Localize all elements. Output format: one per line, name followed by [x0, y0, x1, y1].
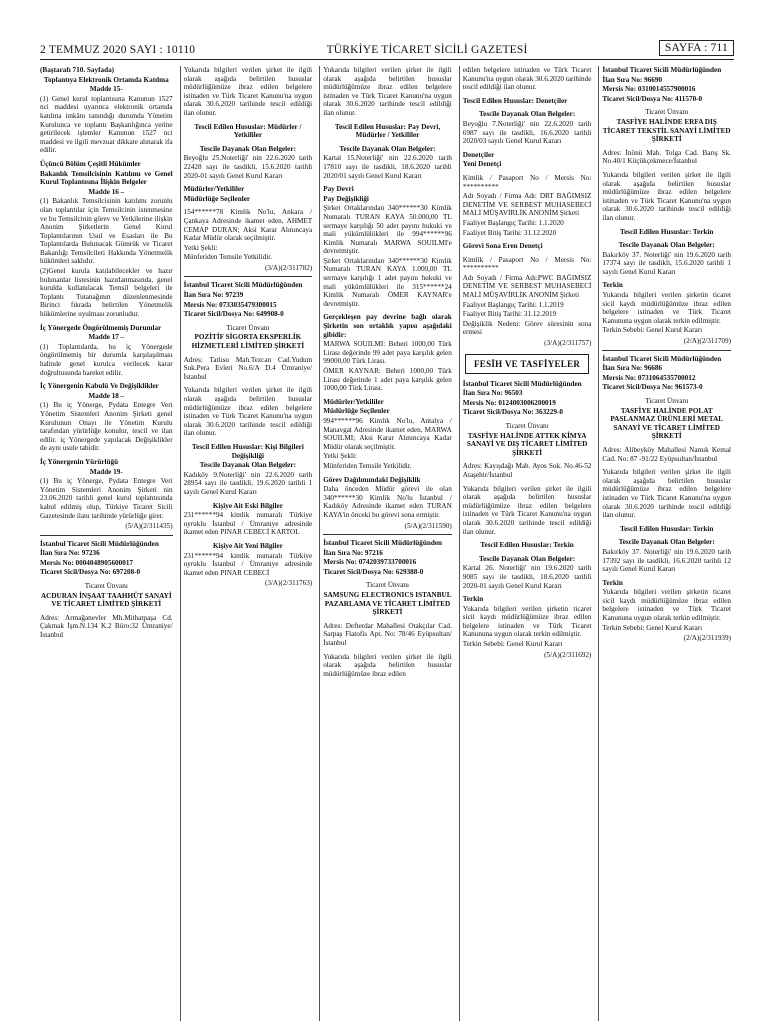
- paragraph: (1) Genel kurul toplantısına Kanunun 1527 nci maddesi uyarınca elektronik ortamda katılma imkânı tanındığı durumda Yönetim Kurulunca ve toplantı Başkanlığınca yerine getirilecek işlemler Kanunun 1527 nci maddesi ve ilgili mevzuat dikkate alınarak ifa edilir.: [40, 94, 173, 155]
- mersis-number: Mersis No: 0733035479300015: [183, 300, 277, 309]
- registered-matters: Tescil Edilen Hususlar: Terkin: [480, 541, 574, 550]
- column-1: [40, 66, 176, 1021]
- paragraph: Yukarıda bilgileri verilen şirketin ticaret sicil kaydı müdürlüğümüze ibraz edilen belgelere istinaden ve Türk Ticaret Kanununa uygun olarak terkin edilmiştir.: [462, 604, 592, 639]
- mersis-number: Mersis No: 0742039733700016: [323, 558, 417, 567]
- registered-matters: Tescil Edilen Hususlar: Kişi Bilgileri Değişikliği: [191, 442, 304, 460]
- paragraph: MARWA SOUILMI: Beheri 1000,00 Türk Lirası değerinde 99 adet paya karşılık gelen 99000,00 Türk Lirası.: [323, 340, 452, 366]
- column-2: [180, 66, 316, 1021]
- article-heading: Madde 15-: [89, 85, 123, 94]
- mersis-number: Mersis No: 0004048905600017: [40, 558, 134, 567]
- paragraph: Faaliyet Başlangıç Tarihi: 1.1.2019: [462, 300, 564, 309]
- paragraph: 231******94 kimlik numaralı Türkiye uyruklu İstanbul / Ümraniye adresinde ikamet eden PINAR CEBECİ KARTOL: [183, 511, 313, 537]
- paragraph: Faaliyet Bitiş Tarihi: 31.12.2019: [462, 310, 557, 319]
- reference-code: (5/A)(2/311590): [404, 521, 452, 530]
- basis-documents-heading: Tescile Dayanak Olan Belgeler:: [479, 110, 576, 119]
- reference-code: (3/A)(2/311757): [544, 339, 592, 348]
- heading: Bakanlık Temsilcisinin Katılımı ve Genel Kurul Toplantısına İlişkin Belgeler: [40, 169, 173, 187]
- heading: İç Yönergenin Yürürlüğü: [40, 457, 119, 466]
- paragraph: Yukarıda bilgileri verilen şirketin ticaret sicil kaydı müdürlüğümüze ibraz edilen belgelere istinaden ve Türk Ticaret Kanununa uygun olarak terkin edilmiştir.: [602, 291, 731, 325]
- registry-file-number: Ticaret Sicil/Dosya No: 649908-0: [183, 310, 284, 319]
- paragraph: Terkin Sebebi: Genel Kurul Kararı: [602, 623, 703, 632]
- paragraph: 154******78 Kimlik No'lu, Ankara / Çankaya Adresinde ikamet eden, AHMET CEMAP DURAN; Aksi Karar Alınıncaya Kadar Müdür olarak seçilmiştir.: [183, 208, 313, 243]
- paragraph: Yetki Şekli:: [323, 452, 358, 461]
- issue-date: 2 TEMMUZ 2020 SAYI : 10110: [40, 44, 196, 56]
- registry-file-number: Ticaret Sicil/Dosya No: 363229-0: [462, 408, 563, 417]
- paragraph: Kimlik / Pasaport No / Mersis No: **********: [462, 255, 592, 273]
- mersis-number: Mersis No: 0124003006200019: [462, 398, 556, 407]
- registry-file-number: Ticaret Sicil/Dosya No: 697208-0: [40, 568, 141, 577]
- paragraph: Daha önceden Müdür görevi ile olan 340******30 Kimlik No'lu İstanbul / Kadıköy Adresinde ikamet eden TURAN KAYA'in önceki bu görevi sona ermiştir.: [323, 485, 452, 519]
- heading: Müdürlüğe Seçilenler: [183, 194, 251, 203]
- paragraph: Şirket Ortaklarından 340******30 Kimlik Numaralı TURAN KAYA 1.000,00 TL sermaye karşılığı 1 adet payını hukuki ve mali yükümlülükleri ile 315******24 Kimlik Numaralı ÖMER KAYNAR'e devretmiştir.: [323, 256, 452, 308]
- article-heading: Madde 19-: [89, 467, 123, 476]
- heading: Müdürler/Yetkililer: [323, 397, 384, 406]
- paragraph: Yukarıda bilgileri verilen şirket ile ilgili olarak aşağıda belirtilen hususlar müdürlüğümüze ibraz edilen belgelere istinaden ve Türk Ticaret Kanunu'na uygun olarak 30.6.2020 tarihinde tescil edildiği ilan olunur.: [183, 66, 313, 117]
- paragraph: Yukarıda bilgileri verilen şirket ile ilgili olarak aşağıda belirtilen hususlar müdürlüğümüze ibraz edilen belgelere istinaden ve Türk Ticaret Kanunu'na uygun olarak 30.6.2020 tarihinde tescil edildiği ilan olunur.: [183, 386, 313, 438]
- registry-office: İstanbul Ticaret Sicili Müdürlüğünden: [183, 281, 303, 290]
- paragraph: Yukarıda bilgileri verilen şirket ile ilgili olarak aşağıda belirtilen hususlar müdürlüğümüze ibraz edilen belgelere istinaden ve Türk Ticaret Kanunu'na uygun olarak 30.6.2020 tarihinde tescil edildiği ilan olunur.: [602, 468, 731, 520]
- address: Adres: Alibeyköy Mahallesi Namık Kemal Cad. No: 87 -91/22 Eyüpsultan/İstanbul: [602, 445, 731, 463]
- article-heading: Madde 16 –: [88, 187, 125, 196]
- basis-documents-heading: Tescile Dayanak Olan Belgeler:: [618, 241, 715, 250]
- basis-documents-heading: Tescile Dayanak Olan Belgeler:: [618, 538, 715, 547]
- heading: Terkin: [462, 595, 484, 604]
- notice-block: [602, 350, 731, 643]
- heading: Müdürler/Yetkililer: [183, 185, 245, 194]
- paragraph: Gerçekleşen pay devrine bağlı olarak Şirketin son ortaklık yapısı aşağıdaki gibidir:: [323, 313, 452, 339]
- heading: Toplantıya Elektronik Ortamda Katılma: [43, 75, 169, 84]
- reference-code: (3/A)(2/311782): [264, 263, 313, 272]
- paragraph: Terkin Sebebi: Genel Kurul Kararı: [602, 326, 703, 335]
- paragraph: Yukarıda bilgileri verilen şirket ile ilgili olarak aşağıda belirtilen hususlar müdürlüğümüze ibraz edilen belgelere istinaden ve Türk Ticaret Kanunu'na uygun olarak 30.6.2020 tarihinde tescil edildiği ilan olunur.: [602, 170, 731, 222]
- heading: Görev Dağılımındaki Değişiklik: [323, 475, 421, 484]
- trade-name: TASFİYE HALİNDE POLAT PASLANMAZ ÜRÜNLERİ METAL SANAYİ VE TİCARET LİMİTED ŞİRKETİ: [610, 406, 724, 441]
- reference-code: (5/A)(2/311435): [125, 522, 173, 531]
- paragraph: Bakırköy 37. Noterliği' nin 19.6.2020 tarih 17392 sayı ile tasdikli, 16.6.2020 tarihli 12 sayılı Genel Kurul Kararı: [602, 547, 731, 574]
- article-heading: Madde 18 –: [88, 391, 125, 400]
- paragraph: Kadıköy 9.Noterliği' nin 22.6.2020 tarih 28954 sayı ile tasdikli, 19.6.2020 tarihli 1 sayılı Genel Kurul Kararı: [183, 470, 313, 496]
- registry-office: İstanbul Ticaret Sicili Müdürlüğünden: [323, 539, 443, 548]
- notice-number: İlan Sıra No: 96690: [602, 75, 663, 84]
- registry-office: İstanbul Ticaret Sicili Müdürlüğünden: [602, 66, 722, 74]
- registry-office: İstanbul Ticaret Sicili Müdürlüğünden: [602, 354, 722, 363]
- paragraph: ÖMER KAYNAR: Beheri 1000,00 Türk Lirası değerinde 1 adet paya karşılık gelen 1000,00 Türk Lirası.: [323, 367, 452, 393]
- notice-block: [323, 534, 452, 678]
- address: Adres: Defterdar Mahallesi Otakçılar Cad. Sarpaş Flatofis Apt. No: 78/46 Eyüpsultan/İstanbul: [323, 621, 452, 648]
- basis-documents-heading: Tescile Dayanak Olan Belgeler:: [199, 144, 296, 153]
- paragraph: Adı Soyadı / Firma Adı:PWC BAĞIMSIZ DENETİM VE SERBEST MUHASEBECİ MALİ MÜŞAVİRLİK ANONİM Şirketi: [462, 273, 592, 300]
- trade-name: SAMSUNG ELECTRONICS ISTANBUL PAZARLAMA VE TİCARET LİMİTED ŞİRKETİ: [323, 591, 452, 617]
- heading: Denetçiler: [462, 150, 495, 159]
- paragraph: Yetki Şekli:: [183, 243, 218, 252]
- heading: İç Yönergenin Kabulü Ve Değişiklikler: [40, 382, 159, 391]
- notice-number: İlan Sıra No: 96686: [602, 364, 663, 373]
- paragraph: Terkin Sebebi: Genel Kurul Kararı: [462, 640, 563, 649]
- trade-name: ACDURAN İNŞAAT TAAHHÜT SANAYİ VE TİCARET LİMİTED ŞİRKETİ: [40, 591, 172, 609]
- heading: Görevi Sona Eren Denetçi: [462, 242, 543, 251]
- registered-matters: Tescil Edilen Hususlar: Pay Devri, Müdürler / Yetkililer: [334, 122, 441, 140]
- registry-file-number: Ticaret Sicil/Dosya No: 411570-0: [602, 94, 703, 103]
- paragraph: Kartal 15.Noterliği' nin 22.6.2020 tarih 17810 sayı ile tasdikli, 18.6.2020 tarihli 2020/01 sayılı Genel Kurul Kararı: [323, 154, 452, 180]
- paragraph: Yukarıda bilgileri verilen şirket ile ilgili olarak aşağıda belirtilen hususlar müdürlüğümüze ibraz edilen: [323, 652, 452, 678]
- heading: Yeni Denetçi: [462, 160, 502, 169]
- reference-code: (2/A)(2/311709): [683, 337, 731, 346]
- paragraph: Kimlik / Pasaport No / Mersis No: **********: [462, 173, 592, 191]
- trade-name-label: Ticaret Ünvanı: [505, 422, 549, 430]
- paragraph: (2)Genel kurula katılabilecekler ve hazır bulunanlar listesinin hazırlanmasında, genel kurulda kullanılacak Temsil belgeleri ile Toplantı Tutanağının düzenlenmesinde Birinci fıkrada belirtilen Yönetmelik hükümlerine uyulması zorunludur.: [40, 267, 173, 319]
- article-heading: Madde 17 –: [88, 333, 125, 342]
- mersis-number: Mersis No: 0310014557900016: [602, 85, 696, 94]
- paragraph: 994******96 Kimlik No'lu, Antalya / Manavgat Adresinde ikamet eden, MARWA SOUILMI; Aksi Karar Alınıncaya Kadar Müdür olarak seçilmiştir.: [323, 416, 452, 451]
- notice-number: İlan Sıra No: 97216: [323, 548, 383, 557]
- reference-code: (5/A)(2/311692): [544, 650, 592, 659]
- heading: Terkin: [602, 578, 623, 587]
- trade-name: POZİTİF SİGORTA EKSPERLİK HİZMETLERİ LİMİTED ŞİRKETİ: [191, 333, 305, 351]
- mersis-number: Mersis No: 0731064535700012: [602, 373, 696, 382]
- paragraph: Faaliyet Başlangıç Tarihi: 1.1.2020: [462, 218, 564, 227]
- paragraph: Beyoğlu 7.Noterliği' nin 22.6.2020 tarih 6987 sayı ile tasdikli, 16.6.2020 tarihli 2020/03 sayılı Genel Kurul Kararı: [462, 119, 592, 146]
- masthead: [40, 30, 734, 60]
- paragraph: Münferiden Temsile Yetkilidir.: [323, 461, 412, 470]
- continuation-note: (Baştarafı 710. Sayfada): [40, 66, 115, 74]
- paragraph: Beyoğlu 25.Noterliği' nin 22.6.2020 tarih 22428 sayı ile tasdikli, 15.6.2020 tarihli 2020-01 sayılı Genel Kurul Kararı: [183, 154, 313, 180]
- paragraph: Yukarıda bilgileri verilen şirket ile ilgili olarak aşağıda belirtilen hususlar müdürlüğümüze ibraz edilen belgelere istinaden ve Türk Ticaret Kanunu'na uygun olarak 30.6.2020 tarihinde tescil edildiği ilan olunur.: [462, 484, 592, 536]
- trade-name-label: Ticaret Ünvanı: [645, 108, 689, 117]
- notice-number: İlan Sıra No: 97236: [40, 549, 100, 558]
- notice-block: [40, 535, 173, 640]
- heading: İç Yönergede Öngörülmemiş Durumlar: [40, 323, 162, 332]
- paragraph: (1) Bu iç Yönerge, Pydata Entegre Veri Yönetim Sistemleri Anonim Şirketi genel Kurulunun Onayı ile Yönetim Kurulu tarafından yürürlüğe konulur, tescil ve ilan edilir. iç Yönergede yapılacak Değişiklikler de aynı usule tabidir.: [40, 401, 173, 453]
- trade-name-label: Ticaret Ünvanı: [365, 581, 410, 590]
- paragraph: 231******94 kimlik numaralı Türkiye uyruklu İstanbul / Ümraniye adresinde ikamet eden PINAR CEBECİ: [183, 551, 313, 577]
- registered-matters: Tescil Edilen Hususlar: Terkin: [619, 524, 714, 533]
- paragraph: Kartal 26. Noterliği' nin 19.6.2020 tarih 9085 sayı ile tasdikli, 18.6.2020 tarihli 2020-01 sayılı Genel Kurul Kararı: [462, 564, 592, 590]
- column-3: [319, 66, 455, 1021]
- paragraph: Bakırköy 37. Noterliği' nin 19.6.2020 tarih 17374 sayı ile tasdikli, 15.6.2020 tarihli 1 sayılı Genel Kurul Kararı: [602, 250, 731, 276]
- notice-block: [463, 380, 592, 660]
- paragraph: (1) Bu iç Yönerge, Pydata Entegre Veri Yönetim Sistemleri Anonim Şirketi nin 23.06.2020 tarihli genel kurul toplantısında kabul edilmiş olup, Türkiye Ticaret Sicili Gazetesinde ilanı tarihinde yürürlüğe girer.: [40, 477, 173, 520]
- registry-file-number: Ticaret Sicil/Dosya No: 629388-0: [323, 567, 424, 576]
- registered-matters: Tescil Edilen Hususlar: Terkin: [619, 227, 714, 236]
- basis-documents-heading: Tescile Dayanak Olan Belgeler:: [339, 144, 436, 153]
- basis-documents-heading: Tescile Dayanak Olan Belgeler:: [199, 461, 296, 470]
- reference-code: (3/A)(2/311763): [264, 579, 313, 588]
- trade-name: TASFİYE HALİNDE ATTEK KİMYA SANAYİ VE DIŞ TİCARET LİMİTED ŞİRKETİ: [466, 431, 588, 457]
- registry-office: İstanbul Ticaret Sicili Müdürlüğünden: [462, 379, 582, 388]
- paragraph: Değişiklik Nedeni: Görev süresinin sona ermesi: [462, 319, 592, 337]
- registered-matters: Tescil Edilen Hususlar: Müdürler / Yetkililer: [194, 122, 302, 140]
- basis-documents-heading: Tescile Dayanak Olan Belgeler:: [479, 554, 576, 563]
- page-number: SAYFA : 711: [659, 40, 734, 56]
- heading: Üçüncü Bölüm Çeşitli Hükümler: [40, 159, 141, 168]
- paragraph: Yukarıda bilgileri verilen şirket ile ilgili olarak aşağıda belirtilen hususlar müdürlüğümüze ibraz edilen belgelere istinaden ve Türk Ticaret Kanunu'na uygun olarak 30.6.2020 tarihinde tescil edildiği ilan olunur.: [323, 66, 452, 117]
- trade-name-label: Ticaret Ünvanı: [645, 397, 689, 405]
- paragraph: Şirket Ortaklarından 340******30 Kimlik Numaralı TURAN KAYA 50.000,00 TL sermaye karşılığı 50 adet payını hukuki ve mali yükümlülükleri ile 994******96 Kimlik Numaralı MARWA SOUILMI'e devretmiştir.: [323, 204, 452, 256]
- address: Adres: Armağanevler Mh.Mithatpaşa Cd. Çakmak İşm.N.134 K.2 Büro:32 Ümraniye/İstanbul: [40, 613, 173, 640]
- notice-block: [184, 276, 313, 587]
- paragraph: Münferiden Temsile Yetkilidir.: [183, 253, 272, 262]
- registry-file-number: Ticaret Sicil/Dosya No: 961573-0: [602, 383, 703, 392]
- heading: Pay Devri: [323, 185, 354, 194]
- heading: Pay Değişikliği: [323, 194, 369, 203]
- paragraph: edilen belgelere istinaden ve Türk Ticaret Kanunu'na uygun olarak 30.6.2020 tarihinde tescil edildiği ilan olunur.: [462, 66, 592, 92]
- trade-name: TASFİYE HALİNDE ERFA DIŞ TİCARET TEKSTİL SANAYİ LİMİTED ŞİRKETİ: [602, 117, 731, 144]
- gazette-title: TÜRKİYE TİCARET SİCİLİ GAZETESİ: [326, 44, 528, 56]
- columns: [40, 66, 734, 1021]
- heading: Terkin: [602, 281, 623, 290]
- paragraph: Adı Soyadı / Firma Adı: DRT BAĞIMSIZ DENETİM VE SERBEST MUHASEBECİ MALİ MÜŞAVİRLİK ANONİM Şirketi: [462, 192, 592, 218]
- paragraph: Yukarıda bilgileri verilen şirketin ticaret sicil kaydı müdürlüğümüze ibraz edilen belgelere istinaden ve Türk Ticaret Kanununa uygun olarak terkin edilmiştir.: [602, 588, 731, 623]
- reference-code: (2/A)(2/311939): [683, 634, 731, 643]
- heading: Müdürlüğe Seçilenler: [323, 407, 390, 416]
- trade-name-label: Ticaret Ünvanı: [226, 323, 270, 332]
- heading: Kişiye Ait Eski Bilgiler: [212, 501, 283, 510]
- trade-name-label: Ticaret Ünvanı: [84, 582, 128, 591]
- column-5: [598, 66, 734, 1021]
- notice-number: İlan Sıra No: 96503: [462, 389, 523, 398]
- registered-matters: Tescil Edilen Hususlar: Denetçiler: [462, 96, 568, 105]
- paragraph: Faaliyet Bitiş Tarihi: 31.12.2020: [462, 228, 557, 237]
- registry-office: İstanbul Ticaret Sicili Müdürlüğünden: [40, 539, 159, 548]
- address: Adres: İnönü Mah. Tolga Cad. Barış Sk. No.40/1 Küçükçekmece/İstanbul: [602, 148, 731, 166]
- column-4: [459, 66, 595, 1021]
- section-banner: FESİH VE TASFİYELER: [465, 354, 590, 374]
- address: Adres: Tatlısu Mah.Tezcan Cad.Yudum Sok.Pera Evleri No.6/A D.4 Ümraniye/İstanbul: [183, 355, 313, 381]
- paragraph: (1) Toplantılarda, bu iç Yönergede öngörülmemiş bir durumla karşılaşılması halinde genel kurulca verilecek karar doğrultusunda hareket edilir.: [40, 342, 173, 377]
- paragraph: (1) Bakanlık Temsilcisinin katılımı zorunlu olan toplantılar için Temsilcinin istenmesine ve bu Temsilcinin görev ve Yetkilerine ilişkin Anonim Şirketlerin Genel Kurul Toplantılarının Usul ve Esasları ile Bu Toplantılarda Bulunacak Gümrük ve Ticaret Bakanlığı Temsilcileri Hakkında Yönetmelik hükümleri saklıdır.: [40, 197, 173, 266]
- address: Adres: Kayışdağı Mah. Ayos Sok. No.46-52 Ataşehir/İstanbul: [462, 462, 592, 479]
- heading: Kişiye Ait Yeni Bilgiler: [212, 541, 283, 550]
- notice-number: İlan Sıra No: 97239: [183, 291, 244, 300]
